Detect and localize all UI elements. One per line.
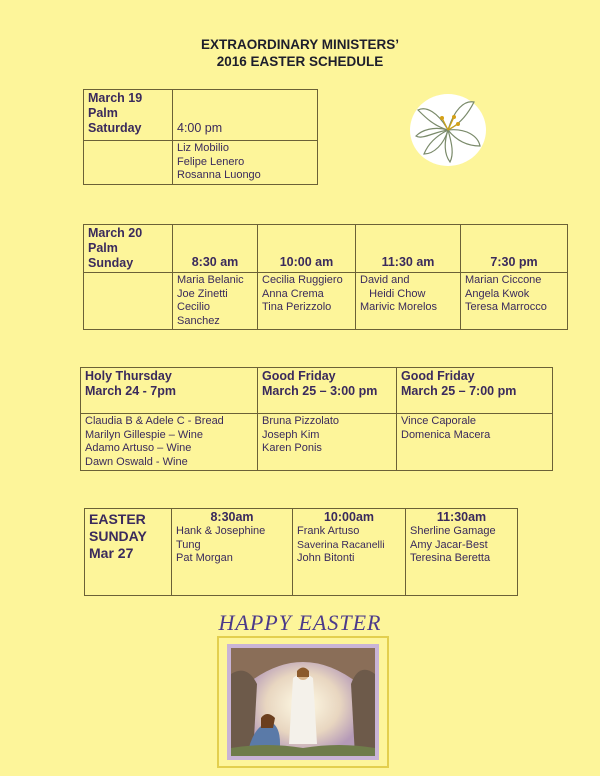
- lily-flower-image: [408, 92, 488, 168]
- minister: Karen Ponis: [262, 442, 322, 454]
- palm-saturday-name2: Saturday: [88, 121, 142, 135]
- minister: Marian Ciccone: [465, 274, 542, 286]
- minister: Rosanna Luongo: [177, 169, 261, 181]
- palm-sunday-name1: Palm: [88, 241, 118, 255]
- mass-ministers: [461, 273, 568, 330]
- minister: Adamo Artuso – Wine: [85, 442, 192, 454]
- empty-cell: [84, 141, 173, 185]
- palm-saturday-time: 4:00 pm: [173, 90, 318, 141]
- minister: Claudia B & Adele C - Bread: [85, 415, 224, 427]
- mass-ministers: [258, 273, 356, 330]
- good-friday-3pm-ministers: [258, 414, 397, 471]
- minister: Amy Jacar-Best: [410, 538, 488, 551]
- palm-saturday-header: [84, 90, 173, 141]
- holy-week-table: [80, 367, 553, 471]
- service-date: March 25 – 3:00 pm: [262, 384, 378, 398]
- easter-mass-830: [172, 509, 293, 596]
- easter-line-1: EASTER: [89, 511, 146, 527]
- mass-time: 8:30am: [210, 510, 254, 524]
- palm-sunday-table: [83, 224, 568, 330]
- service-date: March 25 – 7:00 pm: [401, 384, 517, 398]
- easter-mass-1000: [293, 509, 406, 596]
- resurrection-picture-frame: [217, 636, 389, 768]
- easter-mass-1130: [406, 509, 518, 596]
- mass-time: 10:00am: [323, 510, 375, 524]
- minister: Sherline Gamage: [410, 525, 496, 537]
- mass-time: 11:30am: [436, 510, 487, 524]
- minister: Anna Crema: [262, 287, 324, 300]
- good-friday-7pm-ministers: [397, 414, 553, 471]
- palm-sunday-name2: Sunday: [88, 256, 134, 270]
- minister: David and: [360, 274, 410, 286]
- minister: Domenica Macera: [401, 428, 491, 441]
- mass-time: 7:30 pm: [461, 225, 568, 273]
- service-name: Holy Thursday: [85, 369, 172, 383]
- palm-saturday-table: [83, 89, 318, 185]
- minister: Cecilia Ruggiero: [262, 274, 343, 286]
- minister: Felipe Lenero: [177, 155, 245, 168]
- minister: Pat Morgan: [176, 552, 233, 564]
- minister: Angela Kwok: [465, 287, 530, 300]
- minister: Heidi Chow: [360, 287, 426, 300]
- title-line-1: EXTRAORDINARY MINISTERS’: [200, 37, 400, 52]
- mass-time: 11:30 am: [356, 225, 461, 273]
- minister: Frank Artuso: [297, 525, 360, 537]
- palm-saturday-ministers: [173, 141, 318, 185]
- mass-ministers: [173, 273, 258, 330]
- minister: Joseph Kim: [262, 428, 320, 441]
- service-date: March 24 - 7pm: [85, 384, 177, 398]
- minister: Liz Mobilio: [177, 142, 229, 154]
- minister: Marivic Morelos: [360, 301, 438, 313]
- good-friday-7pm-header: [397, 368, 553, 414]
- mass-ministers: [356, 273, 461, 330]
- minister: Dawn Oswald - Wine: [85, 455, 188, 468]
- easter-line-3: Mar 27: [89, 545, 134, 561]
- page-title: [0, 36, 600, 70]
- palm-sunday-header: [84, 225, 173, 273]
- minister: Vince Caporale: [401, 415, 477, 427]
- title-line-2: 2016 EASTER SCHEDULE: [216, 54, 384, 69]
- service-name: Good Friday: [262, 369, 336, 383]
- empty-cell: [84, 273, 173, 330]
- minister: John Bitonti: [297, 552, 355, 564]
- minister: Tina Perizzolo: [262, 301, 332, 313]
- resurrection-scene-image: [227, 644, 379, 760]
- minister: Sanchez: [177, 314, 220, 327]
- minister: Teresa Marrocco: [465, 301, 547, 313]
- minister: Marilyn Gillespie – Wine: [85, 428, 203, 441]
- service-name: Good Friday: [401, 369, 475, 383]
- easter-sunday-header: [85, 509, 172, 596]
- palm-sunday-date: March 20: [88, 226, 143, 240]
- minister: Cecilio: [177, 301, 211, 313]
- minister: Joe Zinetti: [177, 287, 228, 300]
- minister: Bruna Pizzolato: [262, 415, 340, 427]
- easter-sunday-table: [84, 508, 518, 596]
- good-friday-3pm-header: [258, 368, 397, 414]
- holy-thursday-header: [81, 368, 258, 414]
- happy-easter-heading: HAPPY EASTER: [218, 610, 382, 635]
- minister: Tung: [176, 538, 201, 551]
- minister: Teresina Beretta: [410, 552, 491, 564]
- palm-saturday-date: March 19: [88, 91, 143, 105]
- easter-line-2: SUNDAY: [89, 528, 147, 544]
- holy-thursday-ministers: [81, 414, 258, 471]
- minister: Hank & Josephine: [176, 525, 266, 537]
- mass-time: 10:00 am: [258, 225, 356, 273]
- minister: Saverina Racanelli: [297, 538, 385, 551]
- mass-time: 8:30 am: [173, 225, 258, 273]
- palm-saturday-name1: Palm: [88, 106, 118, 120]
- minister: Maria Belanic: [177, 274, 244, 286]
